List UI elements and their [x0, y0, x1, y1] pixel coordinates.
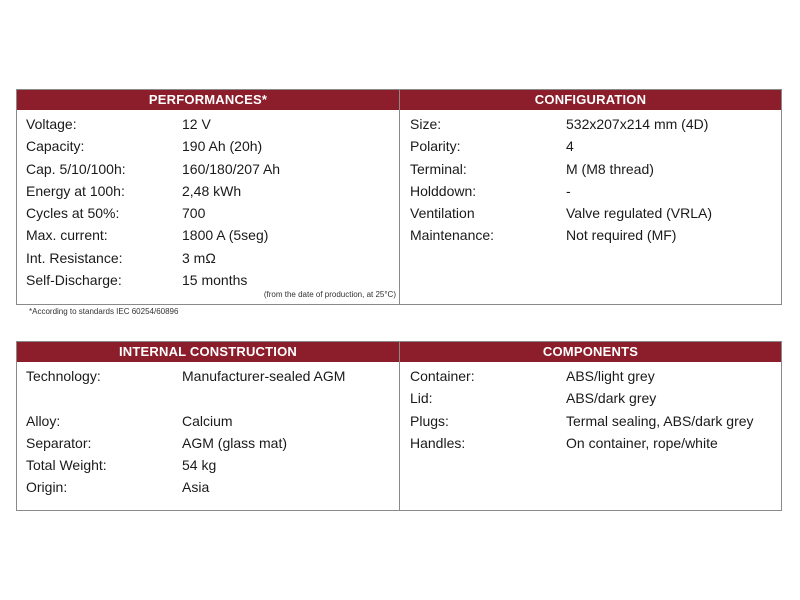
internal-construction-section: [17, 342, 400, 510]
spec-row-lid: [400, 387, 781, 409]
spec-row-energy: [17, 180, 399, 202]
spec-label: Polarity:: [410, 138, 461, 155]
spec-value: M (M8 thread): [566, 160, 654, 177]
spec-row-terminal: [400, 158, 781, 180]
performances-header: PERFORMANCES*: [17, 90, 399, 110]
spec-label: Container:: [410, 368, 475, 384]
spec-row-cycles: [17, 202, 399, 224]
spec-row-alloy: [17, 410, 399, 432]
spec-row-maintenance: [400, 224, 781, 246]
spec-value: AGM (glass mat): [182, 434, 288, 451]
spec-value: 2,48 kWh: [182, 182, 242, 199]
components-section: [400, 342, 781, 510]
spec-label: Technology:: [26, 368, 101, 384]
spec-value: Not required (MF): [566, 227, 677, 244]
spec-label: Energy at 100h:: [26, 182, 125, 199]
spec-value: Manufacturer-sealed AGM: [182, 368, 346, 384]
spec-row-size: [400, 113, 781, 135]
spec-row-holddown: [400, 180, 781, 202]
spec-value: 3 mΩ: [182, 249, 216, 266]
spec-value: 12 V: [182, 116, 211, 132]
spec-value: Termal sealing, ABS/dark grey: [566, 412, 754, 429]
spec-row-container: [400, 365, 781, 387]
spec-label: Max. current:: [26, 227, 108, 244]
spec-label: Size:: [410, 116, 442, 132]
performance-configuration-table: [16, 89, 782, 305]
construction-components-table: [16, 341, 782, 511]
spec-row-plugs: [400, 410, 781, 432]
spec-value: 532x207x214 mm (4D): [566, 116, 709, 132]
spec-label: Int. Resistance:: [26, 249, 123, 266]
spec-label: Handles:: [410, 434, 466, 451]
internal-construction-header: INTERNAL CONSTRUCTION: [17, 342, 399, 362]
spec-value: ABS/light grey: [566, 368, 655, 384]
spec-value: -: [566, 182, 571, 199]
spec-label: Terminal:: [410, 160, 467, 177]
spec-row-polarity: [400, 135, 781, 157]
standards-footnote: *According to standards IEC 60254/60896: [29, 307, 179, 316]
spec-label: Capacity:: [26, 138, 85, 155]
spec-row-ventilation: [400, 202, 781, 224]
spec-row-capacity: [17, 135, 399, 157]
spec-label: Plugs:: [410, 412, 449, 429]
spec-row-separator: [17, 432, 399, 454]
spec-value: On container, rope/white: [566, 434, 718, 451]
spec-label: Alloy:: [26, 412, 61, 429]
spec-label: Voltage:: [26, 116, 77, 132]
spec-row-voltage: [17, 113, 399, 135]
spec-label: Separator:: [26, 434, 92, 451]
spec-value: ABS/dark grey: [566, 390, 657, 407]
spec-value: 54 kg: [182, 457, 217, 474]
configuration-header: CONFIGURATION: [400, 90, 781, 110]
spec-label: Origin:: [26, 479, 68, 496]
spec-label: Total Weight:: [26, 457, 107, 474]
spec-row-cap-5-10-100h: [17, 158, 399, 180]
spec-label: Maintenance:: [410, 227, 495, 244]
spec-row-technology: [17, 365, 399, 387]
spec-label: Cap. 5/10/100h:: [26, 160, 126, 177]
spec-label: Holddown:: [410, 182, 477, 199]
spec-row-origin: [17, 476, 399, 498]
spec-value: 1800 A (5seg): [182, 227, 269, 244]
spec-value: Valve regulated (VRLA): [566, 205, 713, 222]
spec-label: Self-Discharge:: [26, 272, 122, 289]
performances-section: [17, 90, 400, 304]
spec-row-handles: [400, 432, 781, 454]
spec-label: Lid:: [410, 390, 433, 407]
spec-value: 160/180/207 Ah: [182, 160, 281, 177]
spec-value: Calcium: [182, 412, 233, 429]
spec-row-int-resistance: [17, 247, 399, 269]
components-header: COMPONENTS: [400, 342, 781, 362]
configuration-section: [400, 90, 781, 304]
spec-value: 190 Ah (20h): [182, 138, 263, 155]
spec-row-max-current: [17, 224, 399, 246]
spec-value: 4: [566, 138, 574, 155]
spec-row-self-discharge: [17, 269, 399, 291]
spec-value: 700: [182, 205, 206, 222]
spec-value: Asia: [182, 479, 210, 496]
spec-value: 15 months: [182, 272, 248, 289]
spec-row-total-weight: [17, 454, 399, 476]
blank-row: [17, 387, 399, 409]
spec-label: Ventilation: [410, 205, 475, 222]
production-date-note: (from the date of production, at 25°C): [263, 290, 396, 299]
spec-label: Cycles at 50%:: [26, 205, 120, 222]
